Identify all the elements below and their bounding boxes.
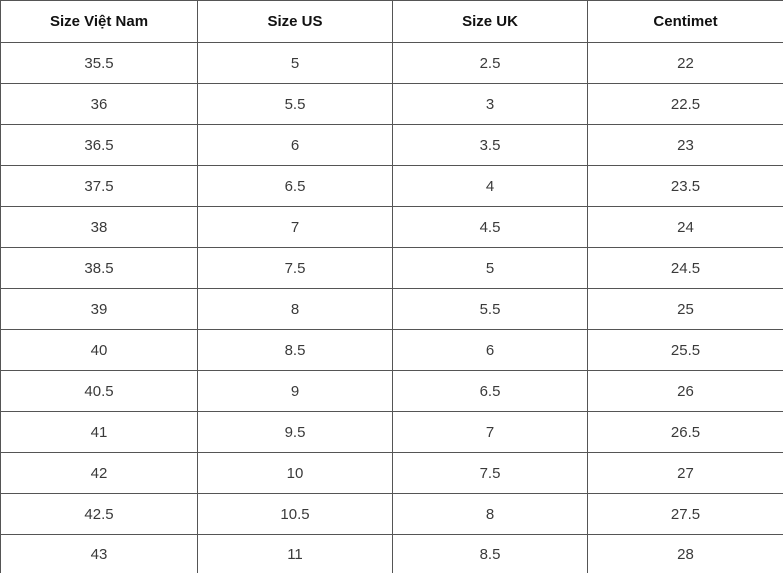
- cell-centimet: 25.5: [588, 330, 783, 371]
- cell-centimet: 23.5: [588, 166, 783, 207]
- cell-size-us: 9: [198, 371, 393, 412]
- cell-centimet: 22.5: [588, 84, 783, 125]
- header-size-us: Size US: [198, 1, 393, 43]
- header-centimet: Centimet: [588, 1, 783, 43]
- cell-size-vietnam: 41: [1, 412, 198, 453]
- cell-centimet: 23: [588, 125, 783, 166]
- cell-size-uk: 7: [393, 412, 588, 453]
- cell-size-uk: 6.5: [393, 371, 588, 412]
- table-row: [1, 412, 783, 453]
- cell-size-vietnam: 38.5: [1, 248, 198, 289]
- table-row: [1, 43, 783, 84]
- cell-centimet: 26.5: [588, 412, 783, 453]
- cell-size-us: 5: [198, 43, 393, 84]
- table-row: [1, 166, 783, 207]
- cell-size-vietnam: 39: [1, 289, 198, 330]
- cell-size-vietnam: 36.5: [1, 125, 198, 166]
- table-row: [1, 248, 783, 289]
- header-size-uk: Size UK: [393, 1, 588, 43]
- cell-size-us: 6: [198, 125, 393, 166]
- cell-centimet: 24.5: [588, 248, 783, 289]
- table-row: [1, 494, 783, 535]
- cell-size-us: 7.5: [198, 248, 393, 289]
- cell-size-uk: 8: [393, 494, 588, 535]
- cell-size-vietnam: 37.5: [1, 166, 198, 207]
- cell-centimet: 28: [588, 535, 783, 574]
- cell-size-vietnam: 42.5: [1, 494, 198, 535]
- cell-size-uk: 6: [393, 330, 588, 371]
- cell-size-us: 6.5: [198, 166, 393, 207]
- cell-size-uk: 4: [393, 166, 588, 207]
- cell-size-us: 8.5: [198, 330, 393, 371]
- cell-centimet: 27: [588, 453, 783, 494]
- cell-size-uk: 5: [393, 248, 588, 289]
- cell-size-vietnam: 40.5: [1, 371, 198, 412]
- cell-size-uk: 2.5: [393, 43, 588, 84]
- cell-size-us: 11: [198, 535, 393, 574]
- cell-size-us: 10.5: [198, 494, 393, 535]
- table-row: [1, 330, 783, 371]
- cell-size-us: 10: [198, 453, 393, 494]
- table-row: [1, 125, 783, 166]
- cell-centimet: 26: [588, 371, 783, 412]
- cell-size-vietnam: 40: [1, 330, 198, 371]
- cell-centimet: 22: [588, 43, 783, 84]
- header-size-vietnam: Size Việt Nam: [1, 1, 198, 43]
- cell-size-us: 5.5: [198, 84, 393, 125]
- cell-size-uk: 3.5: [393, 125, 588, 166]
- cell-centimet: 25: [588, 289, 783, 330]
- table-row: [1, 371, 783, 412]
- cell-size-uk: 8.5: [393, 535, 588, 574]
- cell-size-uk: 3: [393, 84, 588, 125]
- cell-centimet: 27.5: [588, 494, 783, 535]
- table-row: [1, 84, 783, 125]
- cell-centimet: 24: [588, 207, 783, 248]
- table-body: [1, 43, 783, 574]
- table-row: [1, 453, 783, 494]
- cell-size-us: 7: [198, 207, 393, 248]
- cell-size-vietnam: 38: [1, 207, 198, 248]
- table-row: [1, 207, 783, 248]
- table-row: [1, 289, 783, 330]
- cell-size-us: 9.5: [198, 412, 393, 453]
- cell-size-vietnam: 35.5: [1, 43, 198, 84]
- cell-size-vietnam: 42: [1, 453, 198, 494]
- table-header: [1, 1, 783, 43]
- cell-size-uk: 4.5: [393, 207, 588, 248]
- cell-size-uk: 5.5: [393, 289, 588, 330]
- cell-size-vietnam: 36: [1, 84, 198, 125]
- cell-size-uk: 7.5: [393, 453, 588, 494]
- header-row: [1, 1, 783, 43]
- cell-size-vietnam: 43: [1, 535, 198, 574]
- table-row: [1, 535, 783, 574]
- cell-size-us: 8: [198, 289, 393, 330]
